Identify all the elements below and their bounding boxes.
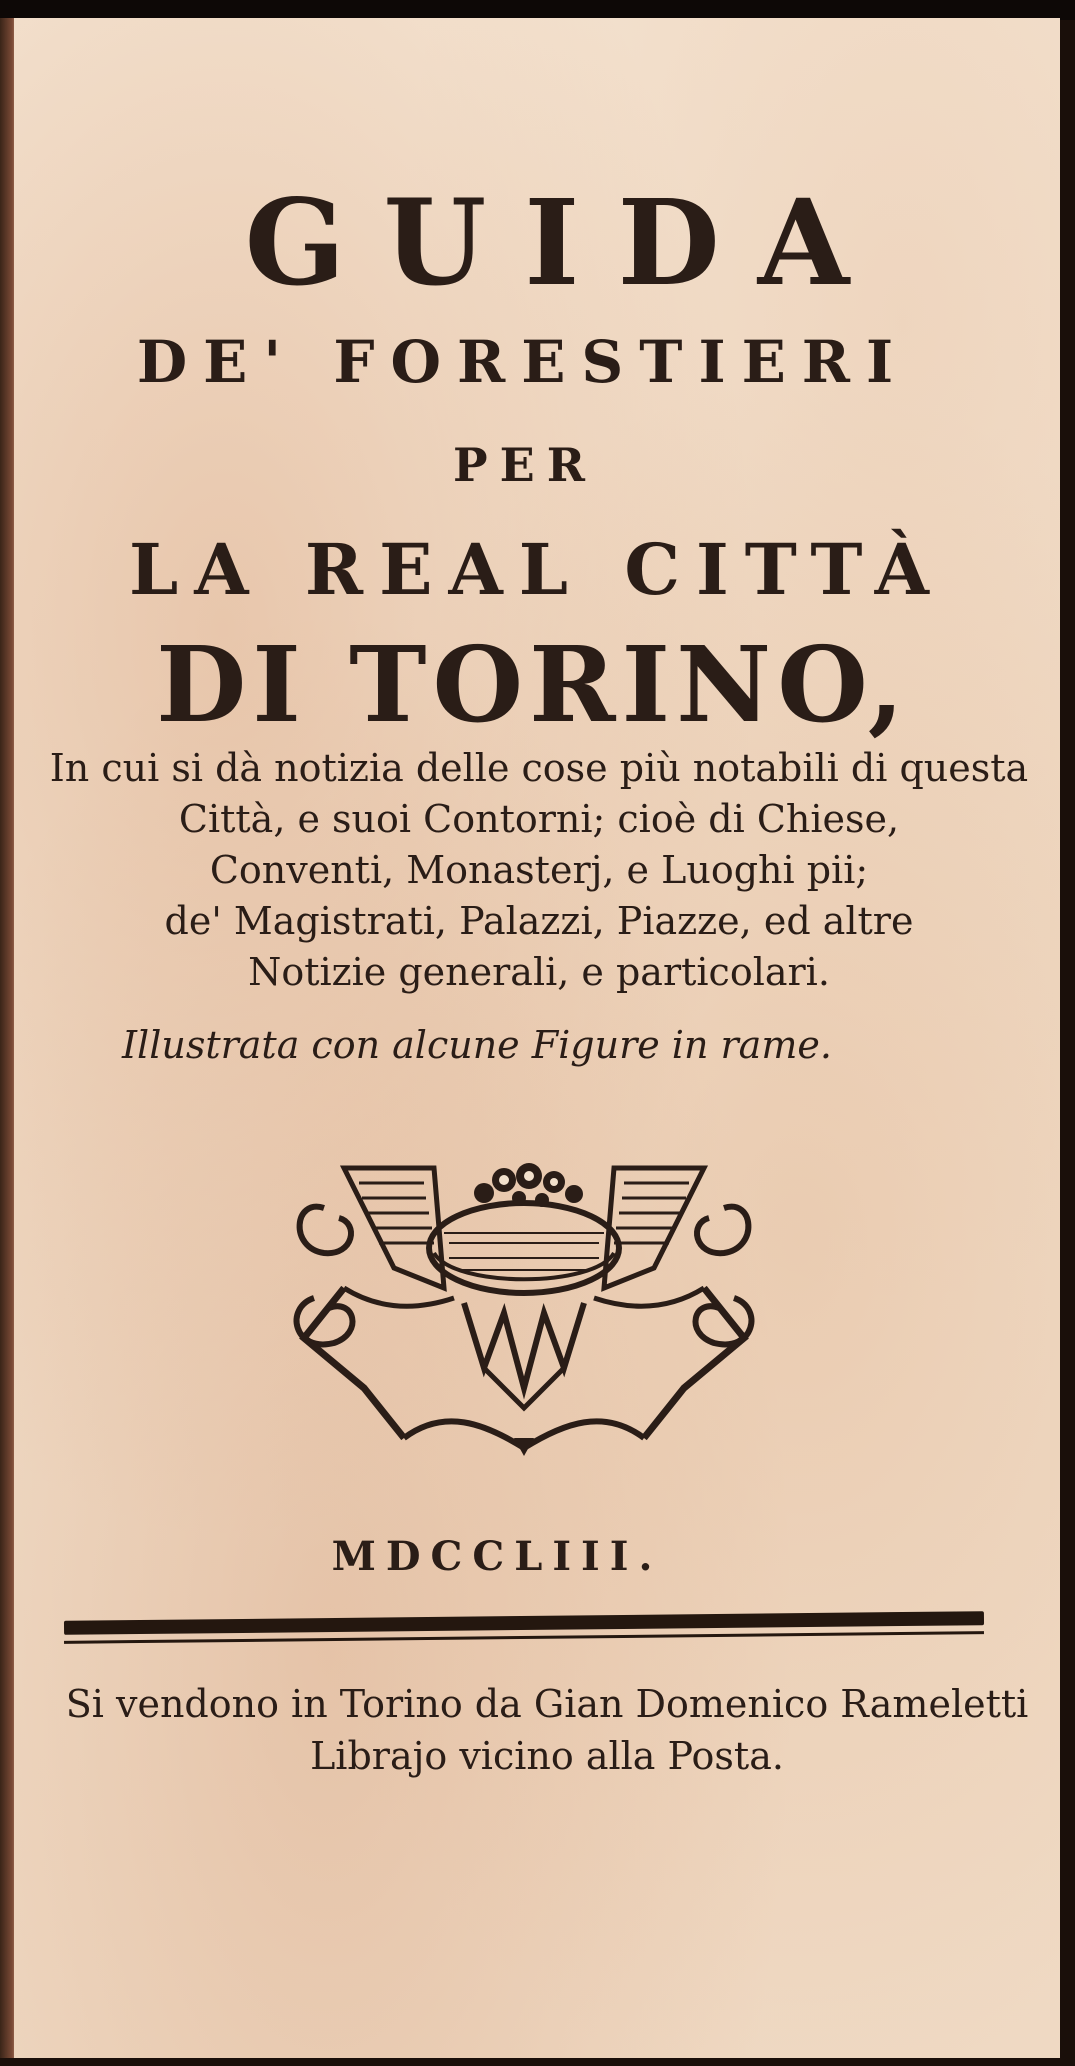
description-line: Città, e suoi Contorni; cioè di Chiese, xyxy=(178,797,900,841)
top-edge-shadow xyxy=(0,0,1075,20)
description-line: Notizie generali, e particolari. xyxy=(248,950,830,994)
description-line: Conventi, Monasterj, e Luoghi pii; xyxy=(209,848,869,892)
description-paragraph xyxy=(44,743,1034,998)
title-per: PER xyxy=(453,438,597,492)
imprint xyxy=(24,1678,1060,1782)
double-rule-thick xyxy=(64,1611,984,1635)
imprint-line: Si vendono in Torino da Gian Domenico Rameletti xyxy=(65,1682,1029,1726)
title-di-torino: DI TORINO, xyxy=(156,623,910,746)
imprint-line: Librajo vicino alla Posta. xyxy=(310,1734,784,1778)
description-line: In cui si dà notizia delle cose più notabili di questa xyxy=(49,746,1029,790)
description-line: de' Magistrati, Palazzi, Piazze, ed altre xyxy=(164,899,914,943)
illustration-note: Illustrata con alcune Figure in rame. xyxy=(122,1023,832,1067)
ornamental-cartouche-icon xyxy=(284,1138,764,1458)
title-page xyxy=(14,18,1060,2058)
title-real-citta: LA REAL CITTÀ xyxy=(129,528,945,611)
title-guida: GUIDA xyxy=(244,173,888,312)
publication-year: MDCCLIII. xyxy=(331,1533,663,1580)
title-forestieri: DE' FORESTIERI xyxy=(136,328,910,396)
